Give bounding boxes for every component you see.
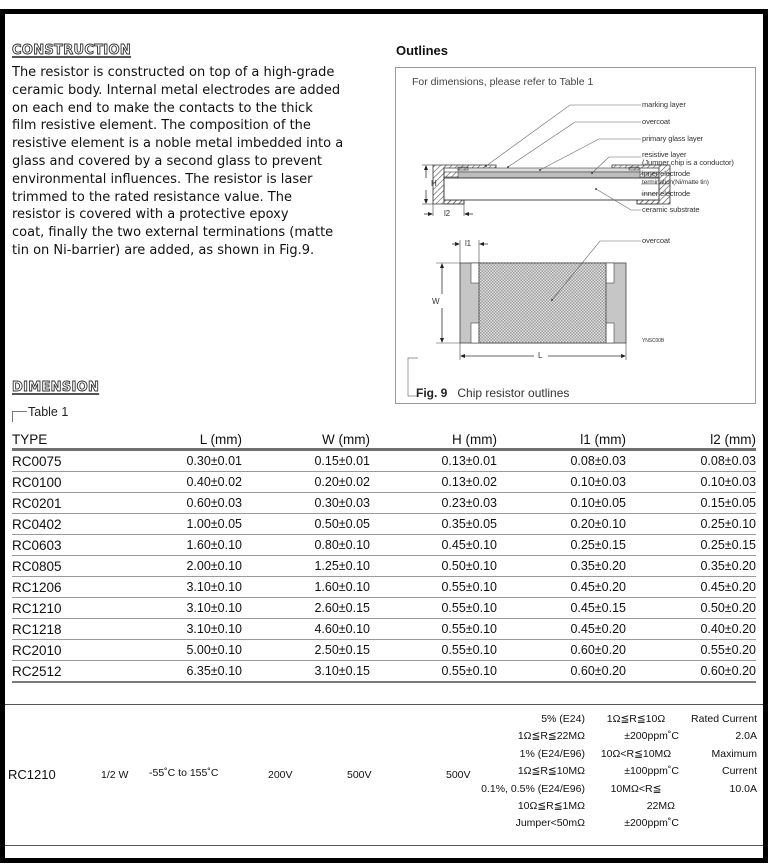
cell-l1: 0.45±0.20 [497,577,626,598]
spec-jumper-current [681,711,757,798]
cell-h: 0.23±0.03 [370,493,497,514]
cell-l1: 0.10±0.05 [497,493,626,514]
cell-l: 3.10±0.10 [142,598,242,619]
figure-number: Fig. 9 [416,386,448,400]
construction-line: The resistor is constructed on top of a high-grade [12,65,335,80]
label-overcoat: overcoat [642,117,670,126]
cell-l: 2.00±0.10 [142,556,242,577]
table-row [12,556,756,577]
cell-type: RC0075 [12,450,142,472]
cell-l2: 0.55±0.20 [626,640,756,661]
cell-l2: 0.60±0.20 [626,661,756,683]
cell-l2: 0.15±0.05 [626,493,756,514]
cell-h: 0.55±0.10 [370,619,497,640]
cell-type: RC1210 [12,598,142,619]
cell-w: 2.50±0.15 [242,640,370,661]
construction-line: resistive element is a noble metal imbedded into a [12,136,344,152]
cell-l1: 0.10±0.03 [497,472,626,493]
cell-type: RC0100 [12,472,142,493]
construction-line: coat, finally the two external terminations (matte [12,225,334,241]
table-header-row [12,430,756,450]
cell-type: RC1206 [12,577,142,598]
cell-l1: 0.45±0.15 [497,598,626,619]
cell-l: 3.10±0.10 [142,577,242,598]
table-row [12,577,756,598]
tcr-line: ±200ppm˚C [624,730,679,743]
label-primary-glass-layer: primary glass layer [642,134,704,143]
table-row [12,493,756,514]
cell-type: RC0201 [12,493,142,514]
table-row [12,598,756,619]
col-header-l2: l2 (mm) [626,430,756,450]
construction-line: trimmed to the rated resistance value. The [12,189,292,205]
cell-l: 1.60±0.10 [142,535,242,556]
col-header-type: TYPE [12,430,142,450]
label-termination: termination(Ni/matte tin) [642,179,709,186]
label-dim-h: H [431,179,437,188]
tolerance-line: 5% (E24) [541,713,585,725]
construction-line: resistor is covered with a protective epoxy [12,207,289,223]
label-resistive-layer: resistive layer [642,150,687,159]
cell-w: 4.60±0.10 [242,619,370,640]
cell-l: 0.60±0.03 [142,493,242,514]
construction-paragraph [12,64,387,260]
cell-l2: 0.25±0.10 [626,514,756,535]
cell-l: 6.35±0.10 [142,661,242,683]
cell-l: 3.10±0.10 [142,619,242,640]
cell-h: 0.55±0.10 [370,577,497,598]
tcr-line: 1Ω≦R≦10Ω [606,713,666,725]
cell-l1: 0.45±0.20 [497,619,626,640]
jumper-line: 10.0A [729,782,757,795]
tolerance-line: 1Ω≦R≦22MΩ [517,730,585,743]
construction-heading: CONSTRUCTION [12,43,132,58]
construction-line: environmental influences. The resistor is laser [12,171,313,187]
cell-type: RC2010 [12,640,142,661]
cell-l2: 0.10±0.03 [626,472,756,493]
cell-l1: 0.25±0.15 [497,535,626,556]
col-header-h: H (mm) [370,430,497,450]
cell-l2: 0.35±0.20 [626,556,756,577]
table-row [12,514,756,535]
construction-line: glass and covered by a second glass to prevent [12,153,323,169]
cell-type: RC1218 [12,619,142,640]
cell-w: 0.80±0.10 [242,535,370,556]
label-dim-l: L [538,351,543,360]
cell-w: 0.30±0.03 [242,493,370,514]
cell-w: 1.60±0.10 [242,577,370,598]
spec-row-rc1210 [5,704,763,846]
cell-type: RC0805 [12,556,142,577]
cell-w: 1.25±0.10 [242,556,370,577]
tcr-line: 10Ω<R≦10MΩ [600,747,672,760]
cell-l2: 0.40±0.20 [626,619,756,640]
label-marking-layer: marking layer [642,100,686,109]
table-label: Table 1 [28,405,69,419]
label-ceramic-substrate: ceramic substrate [642,205,700,214]
spec-overload-voltage: 500V [347,769,372,781]
label-jumper-note: (Jumper chip is a conductor) [642,158,734,167]
table-row [12,661,756,683]
figure-note: For dimensions, please refer to Table 1 [412,76,594,88]
tolerance-line: 1Ω≦R≦10MΩ [517,765,585,778]
tcr-line: 10MΩ<R≦ [610,782,662,795]
construction-line: ceramic body. Internal metal electrodes are added [12,82,341,98]
cell-w: 0.15±0.01 [242,450,370,472]
construction-line: on each end to make the contacts to the thick [12,100,313,116]
cell-l1: 0.08±0.03 [497,450,626,472]
cell-l1: 0.35±0.20 [497,556,626,577]
spec-dielectric-voltage: 500V [446,769,471,781]
spec-power: 1/2 W [101,769,129,781]
table-row [12,472,756,493]
cell-h: 0.55±0.10 [370,640,497,661]
cell-type: RC0402 [12,514,142,535]
tolerance-line: Jumper<50mΩ [515,817,585,830]
figure-caption [416,386,569,400]
cell-h: 0.45±0.10 [370,535,497,556]
cell-l: 0.30±0.01 [142,450,242,472]
label-inner-electrode-top: inner electrode [642,169,691,178]
label-dim-w: W [432,297,440,306]
cell-l1: 0.20±0.10 [497,514,626,535]
table-row [12,619,756,640]
col-header-l1: l1 (mm) [497,430,626,450]
col-header-w: W (mm) [242,430,370,450]
label-dim-l1: l1 [465,239,472,248]
cell-w: 0.20±0.02 [242,472,370,493]
figure-caption-text: Chip resistor outlines [457,386,570,400]
jumper-line: 2.0A [735,730,757,743]
cell-w: 2.60±0.15 [242,598,370,619]
tcr-line: ±100ppm˚C [624,765,679,778]
label-top-overcoat: overcoat [642,236,670,245]
table-row [12,640,756,661]
cell-h: 0.13±0.01 [370,450,497,472]
cell-l: 0.40±0.02 [142,472,242,493]
table-row [12,535,756,556]
table-label-bracket [12,411,27,422]
jumper-line: Rated Current [691,713,757,725]
tolerance-line: 1% (E24/E96) [519,747,585,760]
spec-tcr [593,711,679,833]
cell-l1: 0.60±0.20 [497,661,626,683]
spec-working-voltage: 200V [268,769,293,781]
table-row [12,450,756,472]
cell-type: RC2512 [12,661,142,683]
jumper-line: Maximum [711,747,757,760]
tolerance-line: 0.1%, 0.5% (E24/E96) [481,782,585,795]
label-dim-l2: l2 [444,209,451,218]
label-drawing-code: YNSC00B [642,338,665,344]
construction-line: tin on Ni-barrier) are added, as shown in Fig.9. [12,242,315,258]
spec-temp-range: -55˚C to 155˚C [149,767,219,779]
cell-l2: 0.50±0.20 [626,598,756,619]
cell-h: 0.50±0.10 [370,556,497,577]
cell-l2: 0.45±0.20 [626,577,756,598]
jumper-line: Current [721,765,757,778]
figure-box [395,67,756,404]
cell-h: 0.13±0.02 [370,472,497,493]
spec-type: RC1210 [8,767,56,782]
cell-w: 0.50±0.05 [242,514,370,535]
cell-h: 0.55±0.10 [370,661,497,683]
cell-l2: 0.25±0.15 [626,535,756,556]
cell-l2: 0.08±0.03 [626,450,756,472]
dimension-heading: DIMENSION [12,380,100,395]
label-inner-electrode-bottom: inner electrode [642,189,691,198]
cross-section-diagram [396,68,755,403]
col-header-l: L (mm) [142,430,242,450]
spec-tolerance [475,711,585,833]
cell-w: 3.10±0.15 [242,661,370,683]
cell-h: 0.55±0.10 [370,598,497,619]
outlines-title: Outlines [396,43,449,58]
dimension-table [12,430,756,683]
cell-type: RC0603 [12,535,142,556]
cell-l: 1.00±0.05 [142,514,242,535]
cell-l1: 0.60±0.20 [497,640,626,661]
cell-l: 5.00±0.10 [142,640,242,661]
construction-line: film resistive element. The composition of the [12,118,311,134]
cell-h: 0.35±0.05 [370,514,497,535]
tcr-line: ±200ppm˚C [624,817,679,830]
tolerance-line: 10Ω≦R≦1MΩ [517,800,585,813]
tcr-line: 22MΩ [646,800,675,813]
